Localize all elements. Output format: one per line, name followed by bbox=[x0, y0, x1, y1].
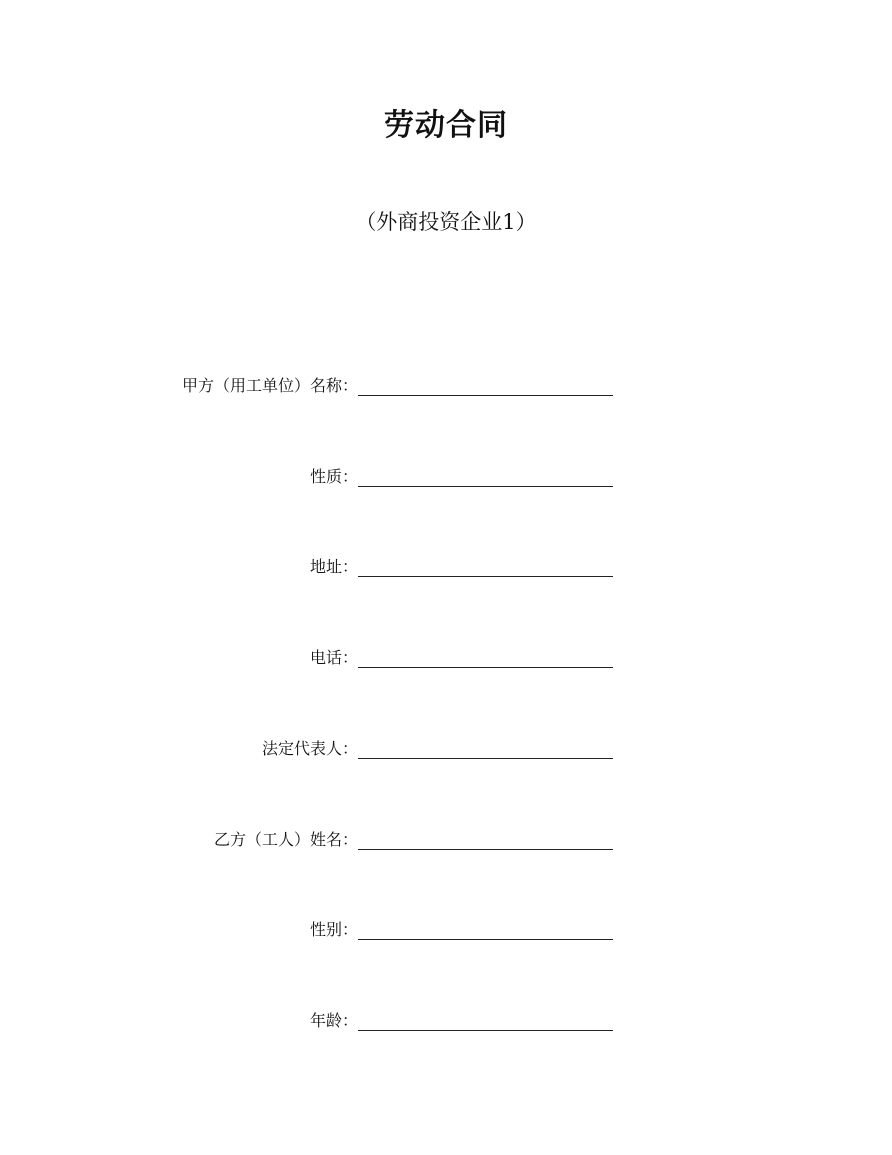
blank-line bbox=[358, 395, 613, 396]
field-worker-name bbox=[0, 830, 892, 854]
blank-line bbox=[358, 1030, 613, 1031]
field-label: 年龄： bbox=[309, 1011, 358, 1030]
field-label: 法定代表人： bbox=[261, 739, 358, 758]
field-label: 性别： bbox=[309, 920, 358, 939]
field-gender bbox=[0, 920, 892, 944]
field-phone bbox=[0, 648, 892, 672]
field-label: 电话： bbox=[309, 648, 358, 667]
field-address bbox=[0, 557, 892, 581]
blank-line bbox=[358, 849, 613, 850]
field-label: 地址： bbox=[309, 557, 358, 576]
field-employer-name bbox=[0, 376, 892, 400]
field-nature bbox=[0, 467, 892, 491]
field-label: 乙方（工人）姓名： bbox=[213, 830, 358, 849]
field-age bbox=[0, 1011, 892, 1035]
blank-line bbox=[358, 486, 613, 487]
field-label: 性质： bbox=[309, 467, 358, 486]
field-legal-representative bbox=[0, 739, 892, 763]
blank-line bbox=[358, 576, 613, 577]
blank-line bbox=[358, 758, 613, 759]
field-label: 甲方（用工单位）名称： bbox=[181, 376, 358, 395]
blank-line bbox=[358, 939, 613, 940]
document-title: 劳动合同 bbox=[384, 108, 508, 143]
blank-line bbox=[358, 667, 613, 668]
document-subtitle: （外商投资企业1） bbox=[355, 210, 537, 234]
